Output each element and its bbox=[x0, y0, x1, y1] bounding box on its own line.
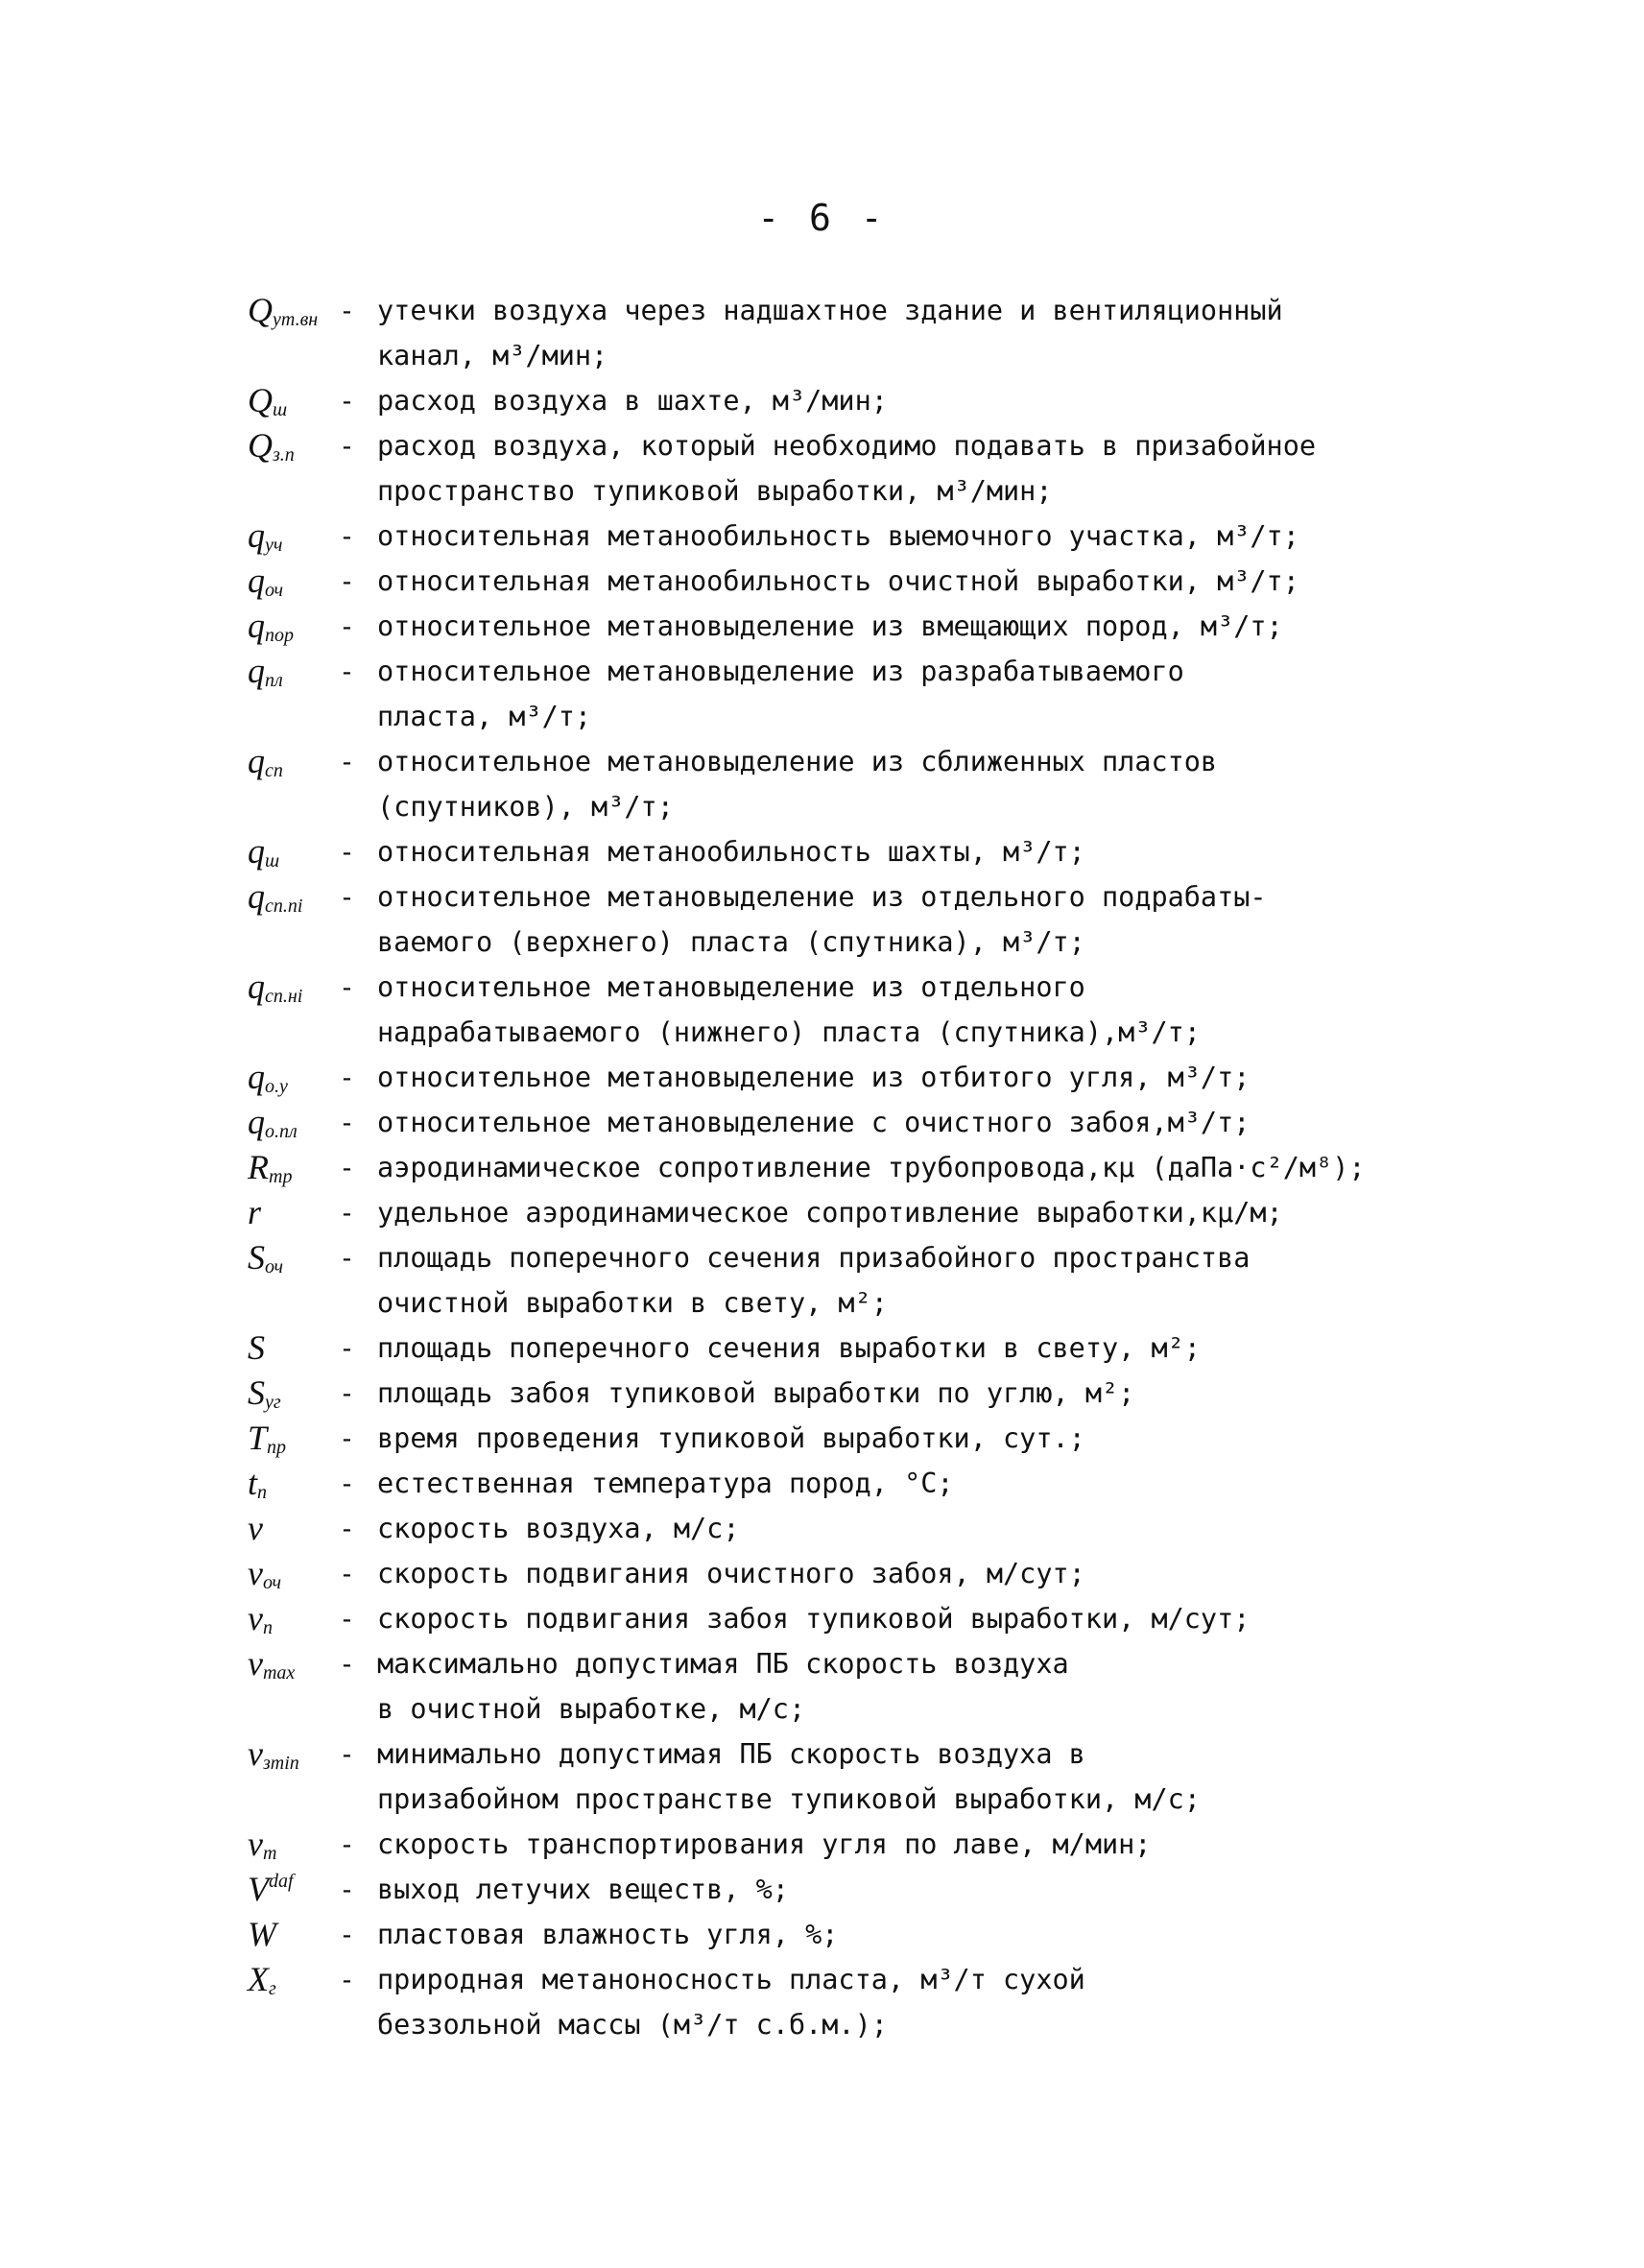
symbol-base: q bbox=[248, 742, 265, 780]
definition-item bbox=[248, 423, 1495, 513]
symbol bbox=[248, 649, 339, 694]
symbol bbox=[248, 604, 339, 649]
symbol-base: V bbox=[248, 1870, 269, 1908]
symbol bbox=[248, 1957, 339, 2002]
symbol-subscript: ш bbox=[265, 850, 280, 871]
symbol-subscript: сп.нi bbox=[265, 986, 303, 1007]
symbol bbox=[248, 1145, 339, 1190]
dash-separator: - bbox=[339, 1107, 355, 1138]
definition-item bbox=[248, 1641, 1495, 1731]
definition-text: относительное метановыделение из отдельного подрабаты- ваемого (верхнего) пласта (спутника), м³/т; bbox=[377, 881, 1267, 958]
definition-text: площадь забоя тупиковой выработки по углю, м²; bbox=[377, 1377, 1135, 1409]
symbol-subscript: ут.вн bbox=[273, 309, 319, 330]
definition-text: относительная метанообильность выемочного участка, м³/т; bbox=[377, 520, 1299, 552]
definition-text: площадь поперечного сечения призабойного пространства очистной выработки в свету, м²; bbox=[377, 1242, 1251, 1319]
symbol-superscript: daf bbox=[269, 1871, 294, 1892]
definition-item bbox=[248, 1867, 1495, 1912]
symbol bbox=[248, 1100, 339, 1145]
dash-separator: - bbox=[339, 1332, 355, 1364]
definition-text: относительное метановыделение из отбитого угля, м³/т; bbox=[377, 1062, 1251, 1093]
definition-item bbox=[248, 288, 1495, 378]
symbol-base: R bbox=[248, 1148, 269, 1186]
definition-item bbox=[248, 1325, 1495, 1371]
definition-item bbox=[248, 739, 1495, 829]
dash-separator: - bbox=[339, 881, 355, 913]
definition-item bbox=[248, 513, 1495, 559]
definition-text: относительное метановыделение из вмещающих пород, м³/т; bbox=[377, 610, 1283, 642]
symbol-subscript: г bbox=[269, 1978, 276, 1999]
definition-item bbox=[248, 1145, 1495, 1190]
dash-separator: - bbox=[339, 1648, 355, 1680]
definition-text: минимально допустимая ПБ скорость воздуха в призабойном пространстве тупиковой выработки, м/с; bbox=[377, 1738, 1201, 1815]
symbol-subscript: т bbox=[262, 1843, 277, 1864]
definition-text: скорость транспортирования угля по лаве, м/мин; bbox=[377, 1828, 1152, 1860]
definition-item bbox=[248, 1235, 1495, 1325]
dash-separator: - bbox=[339, 1874, 355, 1905]
definition-text: площадь поперечного сечения выработки в свету, м²; bbox=[377, 1332, 1201, 1364]
definition-text: относительная метанообильность шахты, м³/т; bbox=[377, 836, 1085, 868]
definition-item bbox=[248, 1461, 1495, 1506]
symbol-subscript: сп bbox=[265, 760, 283, 781]
symbol-base: t bbox=[248, 1464, 258, 1502]
symbol-base: q bbox=[248, 1058, 265, 1096]
symbol-subscript: п bbox=[262, 1617, 273, 1638]
dash-separator: - bbox=[339, 1738, 355, 1770]
definition-item bbox=[248, 965, 1495, 1055]
definition-item bbox=[248, 1100, 1495, 1145]
definition-text: выход летучих веществ, %; bbox=[377, 1874, 789, 1905]
symbol-subscript: оч bbox=[262, 1572, 282, 1593]
symbol bbox=[248, 1596, 339, 1641]
symbol-base: q bbox=[248, 832, 265, 871]
dash-separator: - bbox=[339, 1152, 355, 1183]
symbol bbox=[248, 829, 339, 874]
symbol-base: Q bbox=[248, 291, 273, 329]
symbol bbox=[248, 1461, 339, 1506]
definition-item bbox=[248, 1055, 1495, 1100]
symbol bbox=[248, 1551, 339, 1596]
symbol-base: v bbox=[248, 1599, 263, 1637]
symbol bbox=[248, 739, 339, 784]
symbol bbox=[248, 1912, 339, 1957]
symbol-subscript: пл bbox=[265, 670, 283, 691]
symbol-base: Q bbox=[248, 426, 273, 465]
symbol bbox=[248, 1867, 339, 1912]
symbol-base: q bbox=[248, 652, 265, 690]
symbol-base: S bbox=[248, 1238, 265, 1277]
symbol-base: v bbox=[248, 1825, 263, 1863]
definition-text: относительное метановыделение из разрабатываемого пласта, м³/т; bbox=[377, 656, 1184, 732]
symbol bbox=[248, 513, 339, 559]
dash-separator: - bbox=[339, 1197, 355, 1229]
symbol bbox=[248, 288, 339, 333]
definition-item bbox=[248, 1957, 1495, 2047]
dash-separator: - bbox=[339, 1558, 355, 1589]
dash-separator: - bbox=[339, 295, 355, 326]
definition-text: относительное метановыделение из сближенных пластов (спутников), м³/т; bbox=[377, 746, 1218, 823]
page-number: - 6 - bbox=[757, 197, 887, 239]
definition-text: относительное метановыделение с очистного забоя,м³/т; bbox=[377, 1107, 1251, 1138]
dash-separator: - bbox=[339, 746, 355, 777]
symbol-subscript: оч bbox=[265, 1256, 284, 1277]
symbol-base: q bbox=[248, 1103, 265, 1141]
symbol bbox=[248, 1371, 339, 1416]
symbol-base: r bbox=[248, 1193, 262, 1231]
dash-separator: - bbox=[339, 1062, 355, 1093]
symbol bbox=[248, 1641, 339, 1686]
definition-text: расход воздуха, который необходимо подавать в призабойное пространство тупиковой выработки, м³/мин; bbox=[377, 430, 1317, 507]
symbol-subscript: зmin bbox=[262, 1753, 299, 1774]
definition-item bbox=[248, 1416, 1495, 1461]
dash-separator: - bbox=[339, 971, 355, 1003]
symbol-base: Q bbox=[248, 381, 273, 419]
dash-separator: - bbox=[339, 565, 355, 597]
symbol-subscript: пор bbox=[265, 625, 294, 646]
definition-item bbox=[248, 604, 1495, 649]
definition-item bbox=[248, 1551, 1495, 1596]
symbol-subscript: max bbox=[262, 1662, 296, 1683]
dash-separator: - bbox=[339, 1242, 355, 1274]
dash-separator: - bbox=[339, 1919, 355, 1950]
definition-item bbox=[248, 1912, 1495, 1957]
symbol-subscript: тр bbox=[269, 1166, 293, 1187]
symbol-base: v bbox=[248, 1644, 263, 1683]
dash-separator: - bbox=[339, 1422, 355, 1454]
symbol-subscript: пр bbox=[267, 1437, 287, 1458]
definition-text: расход воздуха в шахте, м³/мин; bbox=[377, 385, 888, 417]
symbol bbox=[248, 1055, 339, 1100]
symbol-subscript: оч bbox=[265, 580, 284, 601]
definition-text: аэродинамическое сопротивление трубопровода,кμ (даПа·с²/м⁸); bbox=[377, 1152, 1366, 1183]
symbol-base: q bbox=[248, 607, 265, 645]
dash-separator: - bbox=[339, 610, 355, 642]
symbol-base: v bbox=[248, 1554, 263, 1592]
definition-item bbox=[248, 874, 1495, 965]
definition-item bbox=[248, 1596, 1495, 1641]
definition-item bbox=[248, 1371, 1495, 1416]
symbol bbox=[248, 1325, 339, 1371]
symbol bbox=[248, 1506, 339, 1551]
definition-item bbox=[248, 1731, 1495, 1822]
symbol bbox=[248, 1822, 339, 1867]
symbol-subscript: уч bbox=[265, 535, 283, 556]
dash-separator: - bbox=[339, 430, 355, 462]
dash-separator: - bbox=[339, 520, 355, 552]
symbol-subscript: сп.пi bbox=[265, 895, 303, 917]
symbol-subscript: уг bbox=[265, 1392, 281, 1413]
definition-text: время проведения тупиковой выработки, сут.; bbox=[377, 1422, 1085, 1454]
symbol-base: T bbox=[248, 1419, 268, 1457]
definition-text: скорость воздуха, м/с; bbox=[377, 1513, 740, 1544]
definition-text: скорость подвигания забоя тупиковой выработки, м/сут; bbox=[377, 1603, 1251, 1635]
definition-item bbox=[248, 1506, 1495, 1551]
dash-separator: - bbox=[339, 836, 355, 868]
definition-text: естественная температура пород, °C; bbox=[377, 1468, 954, 1499]
symbol-base: W bbox=[248, 1915, 276, 1953]
definition-item bbox=[248, 1822, 1495, 1867]
symbol-base: q bbox=[248, 967, 265, 1006]
symbol-subscript: ш bbox=[273, 399, 288, 420]
symbol bbox=[248, 1416, 339, 1461]
dash-separator: - bbox=[339, 1964, 355, 1995]
symbol-base: q bbox=[248, 516, 265, 555]
symbol-base: q bbox=[248, 561, 265, 600]
symbol bbox=[248, 423, 339, 468]
definition-text: относительное метановыделение из отдельного надрабатываемого (нижнего) пласта (спутника),м³/т; bbox=[377, 971, 1201, 1048]
symbol-subscript: п bbox=[257, 1482, 268, 1503]
symbol bbox=[248, 559, 339, 604]
definition-text: максимально допустимая ПБ скорость воздуха в очистной выработке, м/с; bbox=[377, 1648, 1069, 1725]
dash-separator: - bbox=[339, 1513, 355, 1544]
dash-separator: - bbox=[339, 1603, 355, 1635]
symbol bbox=[248, 1190, 339, 1235]
definition-item bbox=[248, 378, 1495, 423]
definition-item bbox=[248, 829, 1495, 874]
symbol-base: S bbox=[248, 1328, 265, 1367]
definitions-list bbox=[248, 288, 1495, 2047]
symbol-subscript: о.пл bbox=[265, 1121, 298, 1142]
symbol-base: v bbox=[248, 1734, 263, 1773]
symbol bbox=[248, 1235, 339, 1280]
definition-text: удельное аэродинамическое сопротивление выработки,кμ/м; bbox=[377, 1197, 1283, 1229]
symbol bbox=[248, 378, 339, 423]
dash-separator: - bbox=[339, 1828, 355, 1860]
definition-text: пластовая влажность угля, %; bbox=[377, 1919, 839, 1950]
definition-item bbox=[248, 1190, 1495, 1235]
symbol-subscript: о.у bbox=[265, 1076, 288, 1097]
symbol-base: v bbox=[248, 1509, 263, 1547]
symbol-subscript: з.п bbox=[273, 444, 295, 466]
symbol-base: q bbox=[248, 877, 265, 916]
symbol bbox=[248, 874, 339, 919]
definition-text: скорость подвигания очистного забоя, м/сут; bbox=[377, 1558, 1085, 1589]
definition-text: природная метаноносность пласта, м³/т сухой беззольной массы (м³/т с.б.м.); bbox=[377, 1964, 1085, 2041]
definition-text: утечки воздуха через надшахтное здание и вентиляционный канал, м³/мин; bbox=[377, 295, 1283, 371]
dash-separator: - bbox=[339, 1468, 355, 1499]
symbol bbox=[248, 965, 339, 1010]
definition-text: относительная метанообильность очистной выработки, м³/т; bbox=[377, 565, 1299, 597]
symbol bbox=[248, 1731, 339, 1777]
definition-item bbox=[248, 649, 1495, 739]
symbol-base: S bbox=[248, 1373, 265, 1412]
definition-item bbox=[248, 559, 1495, 604]
dash-separator: - bbox=[339, 385, 355, 417]
symbol-base: X bbox=[248, 1960, 269, 1998]
dash-separator: - bbox=[339, 656, 355, 687]
dash-separator: - bbox=[339, 1377, 355, 1409]
